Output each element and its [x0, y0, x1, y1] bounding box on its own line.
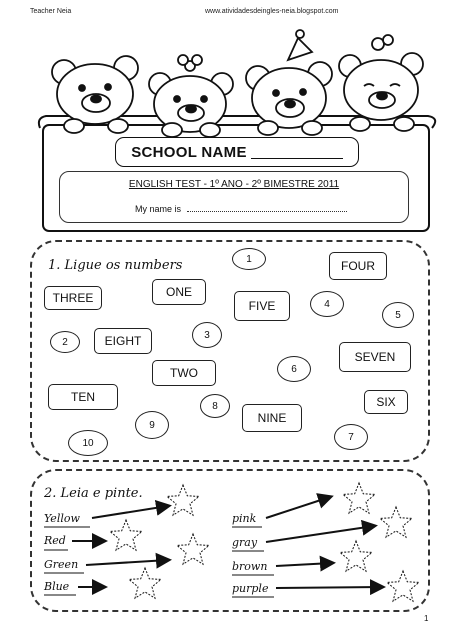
- number-9[interactable]: 9: [135, 411, 169, 439]
- star-icon: [343, 483, 375, 513]
- color-word-brown: brown: [232, 560, 268, 573]
- star-icon: [387, 571, 419, 601]
- color-word-gray: gray: [232, 536, 258, 549]
- color-word-yellow: Yellow: [44, 512, 80, 525]
- word-three[interactable]: THREE: [44, 286, 102, 310]
- page-number: 1: [424, 614, 429, 623]
- word-four[interactable]: FOUR: [329, 252, 387, 280]
- author-label: Teacher Neia: [30, 8, 72, 15]
- color-word-blue: Blue: [44, 580, 70, 593]
- arrow-green: [86, 560, 168, 565]
- number-1[interactable]: 1: [232, 248, 266, 270]
- word-nine[interactable]: NINE: [242, 404, 302, 432]
- arrow-pink: [266, 497, 330, 518]
- star-icon: [167, 485, 199, 515]
- word-ten[interactable]: TEN: [48, 384, 118, 410]
- website-label: www.atividadesdeingles-neia.blogspot.com: [205, 8, 339, 15]
- word-one[interactable]: ONE: [152, 279, 206, 305]
- number-4[interactable]: 4: [310, 291, 344, 317]
- arrow-purple: [276, 587, 382, 588]
- word-six[interactable]: SIX: [364, 390, 408, 414]
- color-word-pink: pink: [232, 512, 257, 525]
- star-icon: [129, 568, 161, 598]
- arrow-brown: [276, 563, 332, 566]
- star-icon: [177, 534, 209, 564]
- arrow-gray: [266, 526, 374, 542]
- school-name-label: SCHOOL NAME: [131, 143, 247, 161]
- number-8[interactable]: 8: [200, 394, 230, 418]
- number-5[interactable]: 5: [382, 302, 414, 328]
- section1-heading: 1. Ligue os numbers: [48, 258, 183, 273]
- color-word-purple: purple: [232, 582, 269, 595]
- star-icon: [110, 520, 142, 550]
- number-7[interactable]: 7: [334, 424, 368, 450]
- word-seven[interactable]: SEVEN: [339, 342, 411, 372]
- number-2[interactable]: 2: [50, 331, 80, 353]
- star-icon: [340, 541, 372, 571]
- word-two[interactable]: TWO: [152, 360, 216, 386]
- word-eight[interactable]: EIGHT: [94, 328, 152, 354]
- name-label: My name is: [135, 204, 182, 214]
- color-word-red: Red: [44, 534, 66, 547]
- word-five[interactable]: FIVE: [234, 291, 290, 321]
- test-title: ENGLISH TEST - 1º ANO - 2º BIMESTRE 2011: [128, 179, 340, 190]
- arrow-yellow: [92, 506, 168, 518]
- section2-heading: 2. Leia e pinte.: [44, 486, 143, 501]
- star-icon: [380, 507, 412, 537]
- number-3[interactable]: 3: [192, 322, 222, 348]
- number-6[interactable]: 6: [277, 356, 311, 382]
- color-word-green: Green: [44, 558, 79, 571]
- number-10[interactable]: 10: [68, 430, 108, 456]
